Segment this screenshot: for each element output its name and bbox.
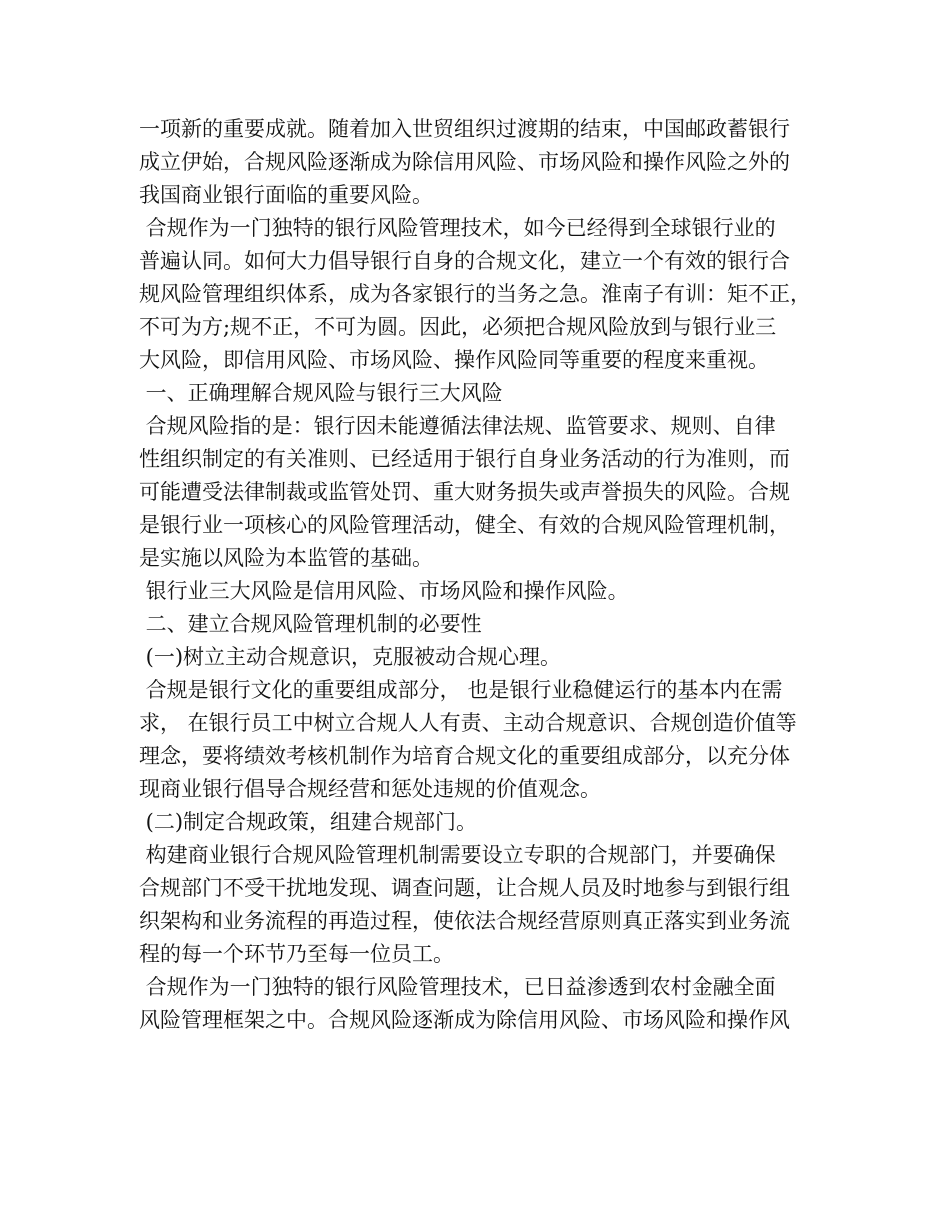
text-line: 合规作为一门独特的银行风险管理技术，已日益渗透到农村金融全面	[139, 975, 776, 999]
text-line: 合规部门不受干扰地发现、调查问题，让合规人员及时地参与到银行组	[139, 876, 790, 900]
text-line: 风险管理框架之中。合规风险逐渐成为除信用风险、市场风险和操作风	[139, 1008, 790, 1032]
text-line: 规风险管理组织体系，成为各家银行的当务之急。淮南子有训：矩不正，	[139, 282, 811, 306]
text-line: 求， 在银行员工中树立合规人人有责、主动合规意识、合规创造价值等	[139, 711, 797, 735]
text-line: 合规是银行文化的重要组成部分， 也是银行业稳健运行的基本内在需	[139, 678, 783, 702]
text-line: 合规风险指的是：银行因未能遵循法律法规、监管要求、规则、自律	[139, 414, 776, 438]
document-page	[139, 113, 829, 1037]
text-line: 普遍认同。如何大力倡导银行自身的合规文化，建立一个有效的银行合	[139, 249, 790, 273]
section-heading: 一、正确理解合规风险与银行三大风险	[139, 381, 503, 405]
text-line: 合规作为一门独特的银行风险管理技术，如今已经得到全球银行业的	[139, 216, 776, 240]
text-line: 我国商业银行面临的重要风险。	[139, 183, 433, 207]
text-line: 性组织制定的有关准则、已经适用于银行自身业务活动的行为准则，而	[139, 447, 790, 471]
text-line: 一项新的重要成就。随着加入世贸组织过渡期的结束，中国邮政蓄银行	[139, 117, 790, 141]
text-line: 织架构和业务流程的再造过程，使依法合规经营原则真正落实到业务流	[139, 909, 790, 933]
text-line: 现商业银行倡导合规经营和惩处违规的价值观念。	[139, 777, 601, 801]
text-line: 不可为方;规不正，不可为圆。因此，必须把合规风险放到与银行业三	[139, 315, 777, 339]
section-heading: 二、建立合规风险管理机制的必要性	[139, 612, 482, 636]
text-line: 是银行业一项核心的风险管理活动，健全、有效的合规风险管理机制，	[139, 513, 790, 537]
subsection-heading: (二)制定合规政策，组建合规部门。	[139, 810, 478, 834]
text-line: 是实施以风险为本监管的基础。	[139, 546, 433, 570]
subsection-heading: (一)树立主动合规意识，克服被动合规心理。	[139, 645, 562, 669]
text-line: 大风险，即信用风险、市场风险、操作风险同等重要的程度来重视。	[139, 348, 769, 372]
text-line: 银行业三大风险是信用风险、市场风险和操作风险。	[139, 579, 629, 603]
text-line: 理念，要将绩效考核机制作为培育合规文化的重要组成部分，以充分体	[139, 744, 790, 768]
text-line: 程的每一个环节乃至每一位员工。	[139, 942, 454, 966]
text-line: 可能遭受法律制裁或监管处罚、重大财务损失或声誉损失的风险。合规	[139, 480, 790, 504]
text-line: 构建商业银行合规风险管理机制需要设立专职的合规部门，并要确保	[139, 843, 776, 867]
text-line: 成立伊始，合规风险逐渐成为除信用风险、市场风险和操作风险之外的	[139, 150, 790, 174]
